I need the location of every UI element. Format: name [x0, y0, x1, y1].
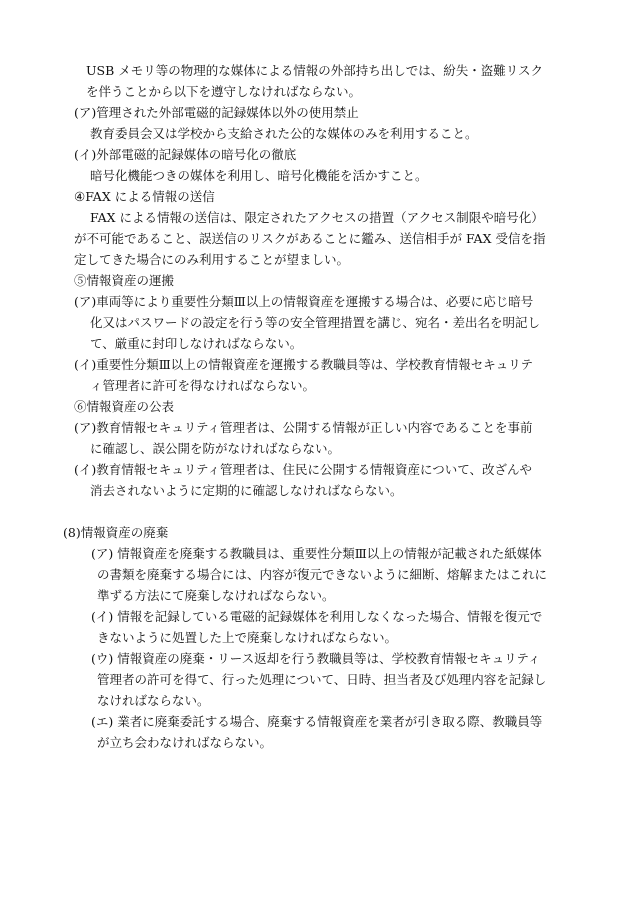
section-heading: (8)情報資産の廃棄 — [63, 525, 169, 540]
paragraph-line: 暗号化機能つきの媒体を利用し、暗号化機能を活かすこと。 — [90, 168, 428, 183]
paragraph-line: て、厳重に封印しなければならない。 — [90, 336, 303, 351]
list-item: (ア)車両等により重要性分類Ⅲ以上の情報資産を運搬する場合は、必要に応じ暗号 — [74, 294, 534, 309]
paragraph-line: 消去されないように定期的に確認しなければならない。 — [90, 483, 403, 498]
list-item-heading: (ア)管理された外部電磁的記録媒体以外の使用禁止 — [74, 105, 359, 120]
list-item: (イ)重要性分類Ⅲ以上の情報資産を運搬する教職員等は、学校教育情報セキュリテ — [74, 357, 534, 372]
list-item: (ア)教育情報セキュリティ管理者は、公開する情報が正しい内容であることを事前 — [74, 420, 533, 435]
subsection-heading: ⑤情報資産の運搬 — [74, 273, 175, 288]
paragraph-line: なければならない。 — [97, 693, 210, 708]
paragraph-line: が不可能であること、誤送信のリスクがあることに鑑み、送信相手が FAX 受信を指 — [74, 231, 546, 246]
paragraph-line: ィ管理者に許可を得なければならない。 — [90, 378, 316, 393]
subsection-heading: ⑥情報資産の公表 — [74, 399, 175, 414]
paragraph-line: FAX による情報の送信は、限定されたアクセスの措置（アクセス制限や暗号化） — [90, 210, 544, 225]
subsection-heading: ④FAX による情報の送信 — [74, 189, 215, 204]
paragraph-line: 教育委員会又は学校から支給された公的な媒体のみを利用すること。 — [90, 126, 478, 141]
list-item: (イ)教育情報セキュリティ管理者は、住民に公開する情報資産について、改ざんや — [74, 462, 533, 477]
paragraph-line: に確認し、誤公開を防がなければならない。 — [90, 441, 341, 456]
paragraph-line: の書類を廃棄する場合には、内容が復元できないように細断、熔解またはこれに — [97, 567, 548, 582]
list-item: (ウ) 情報資産の廃棄・リース返却を行う教職員等は、学校教育情報セキュリティ — [91, 651, 541, 666]
paragraph-line: を伴うことから以下を遵守しなければならない。 — [86, 84, 362, 99]
paragraph-line: 管理者の許可を得て、行った処理について、日時、担当者及び処理内容を記録し — [97, 672, 547, 687]
paragraph-line: 定してきた場合にのみ利用することが望ましい。 — [74, 252, 350, 267]
paragraph-line: が立ち会わなければならない。 — [97, 735, 273, 750]
paragraph-line: 化又はパスワードの設定を行う等の安全管理措置を講じ、宛名・差出名を明記し — [90, 315, 541, 330]
paragraph-line: USB メモリ等の物理的な媒体による情報の外部持ち出しでは、紛失・盗難リスク — [86, 63, 544, 78]
list-item: (ア) 情報資産を廃棄する教職員は、重要性分類Ⅲ以上の情報が記載された紙媒体 — [91, 546, 542, 561]
paragraph-line: きないように処置した上で廃棄しなければならない。 — [97, 630, 398, 645]
list-item: (イ) 情報を記録している電磁的記録媒体を利用しなくなった場合、情報を復元で — [91, 609, 543, 624]
list-item-heading: (イ)外部電磁的記録媒体の暗号化の徹底 — [74, 147, 297, 162]
paragraph-line: 準ずる方法にて廃棄しなければならない。 — [97, 588, 335, 603]
list-item: (エ) 業者に廃棄委託する場合、廃棄する情報資産を業者が引き取る際、教職員等 — [91, 714, 543, 729]
